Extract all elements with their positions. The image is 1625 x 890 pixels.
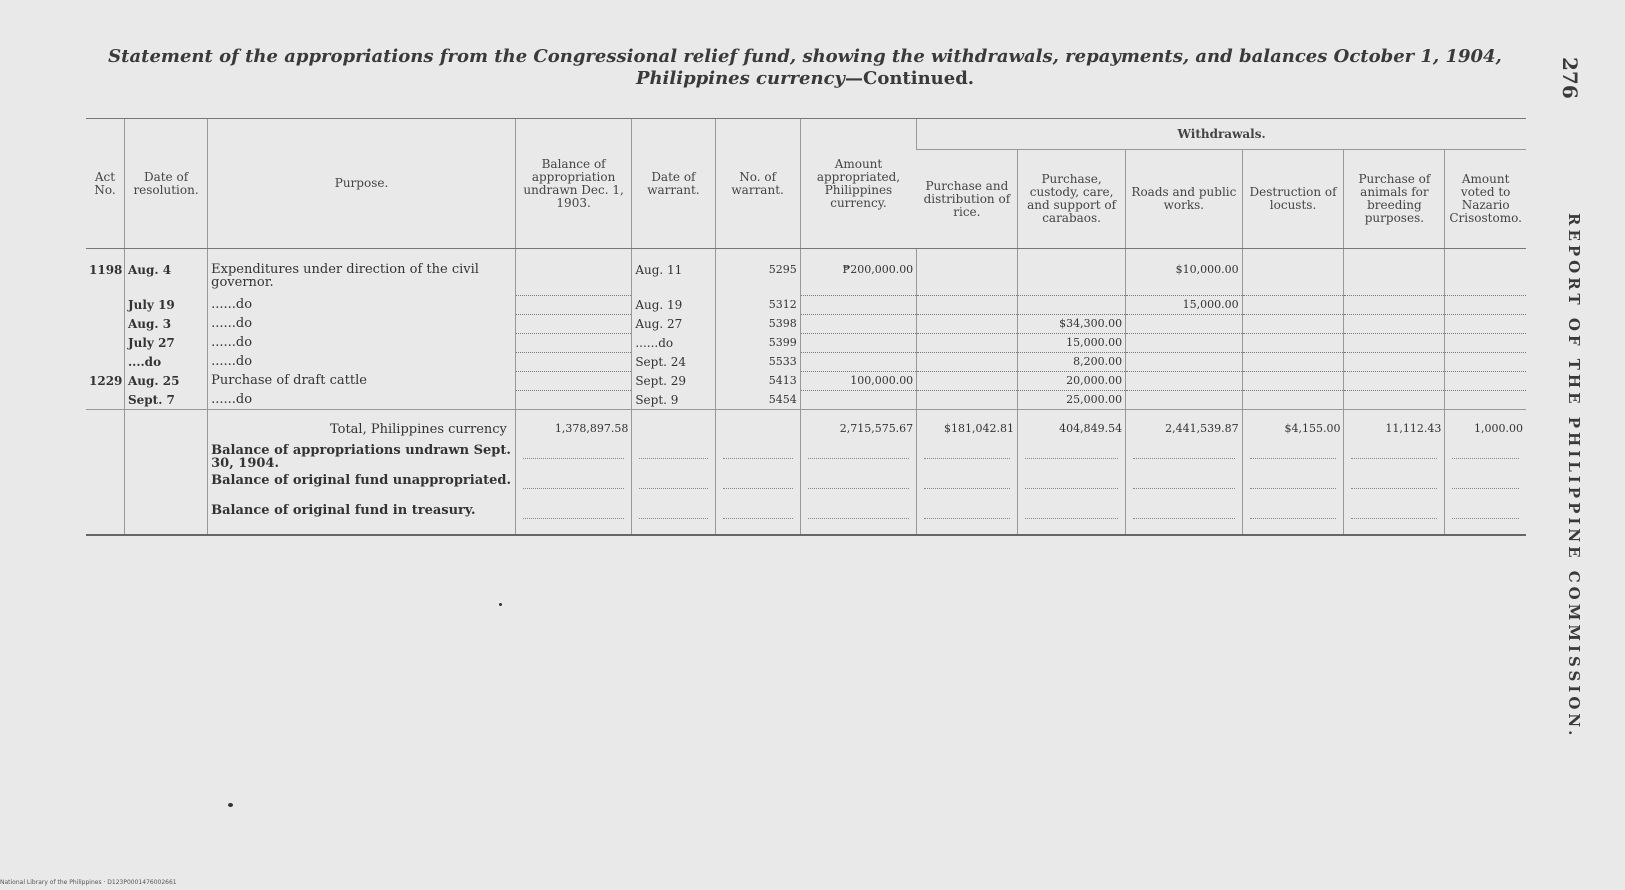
cell-act: 1229 (89, 373, 123, 388)
cell-locusts (1242, 334, 1344, 353)
cell-wno: 5413 (715, 372, 800, 391)
cell-animals (1344, 391, 1445, 410)
cell-locusts (1242, 372, 1344, 391)
cell-animals (1344, 296, 1445, 315)
total-carabaos: 404,849.54 (1018, 410, 1126, 445)
cell-purpose: ......do (208, 296, 516, 315)
cell-animals (1344, 315, 1445, 334)
cell-wdate: Sept. 9 (632, 391, 715, 410)
cell-locusts (1242, 353, 1344, 372)
appropriations-table (86, 118, 1526, 536)
cell-nazario (1445, 372, 1526, 391)
cell-date: ....do (124, 353, 207, 372)
cell-balance (515, 334, 631, 353)
header-amount-appropriated: Amount appropriated, Philippines currency. (800, 119, 916, 249)
cell-nazario (1445, 315, 1526, 334)
cell-nazario (1445, 353, 1526, 372)
cell-purpose: ......do (208, 353, 516, 372)
cell-roads: $10,000.00 (1126, 249, 1242, 296)
cell-rice (917, 249, 1018, 296)
cell-nazario (1445, 391, 1526, 410)
cell-rice (917, 372, 1018, 391)
cell-carabaos: 20,000.00 (1018, 372, 1126, 391)
cell-wno: 5398 (715, 315, 800, 334)
cell-wdate: Aug. 19 (632, 296, 715, 315)
cell-balance (515, 249, 631, 296)
cell-animals (1344, 249, 1445, 296)
title-line-2-text: Philippines currency (635, 68, 845, 89)
total-balance: 1,378,897.58 (515, 410, 631, 445)
total-roads: 2,441,539.87 (1126, 410, 1242, 445)
page-title (70, 46, 1540, 90)
cell-rice (917, 334, 1018, 353)
cell-wno: 5454 (715, 391, 800, 410)
header-roads: Roads and public works. (1126, 150, 1242, 249)
cell-carabaos: 8,200.00 (1018, 353, 1126, 372)
cell-purpose: ......do (208, 334, 516, 353)
header-no-warrant: No. of warrant. (715, 119, 800, 249)
ink-speck (228, 803, 233, 807)
header-date-resolution: Date of resolution. (124, 119, 207, 249)
cell-wno: 5399 (715, 334, 800, 353)
cell-balance (515, 315, 631, 334)
header-nazario: Amount voted to Nazario Crisostomo. (1445, 150, 1526, 249)
table-row (86, 296, 1526, 315)
cell-purpose: ......do (208, 391, 516, 410)
cell-date: Aug. 25 (124, 372, 207, 391)
total-row (86, 410, 1526, 445)
total-locusts: $4,155.00 (1242, 410, 1344, 445)
cell-wdate: Sept. 24 (632, 353, 715, 372)
cell-date: July 27 (124, 334, 207, 353)
cell-carabaos (1018, 296, 1126, 315)
cell-rice (917, 391, 1018, 410)
header-act-no: Act No. (86, 119, 124, 249)
cell-act (86, 353, 124, 372)
cell-wno: 5312 (715, 296, 800, 315)
cell-purpose: Purchase of draft cattle (208, 372, 516, 391)
cell-roads (1126, 315, 1242, 334)
cell-amount (800, 315, 916, 334)
total-label: Total, Philippines currency (208, 410, 516, 445)
cell-act (86, 391, 124, 410)
cell-roads: 15,000.00 (1126, 296, 1242, 315)
cell-wdate: Aug. 27 (632, 315, 715, 334)
ink-speck (499, 603, 502, 606)
cell-locusts (1242, 391, 1344, 410)
header-animals: Purchase of animals for breeding purposes. (1344, 150, 1445, 249)
cell-amount (800, 353, 916, 372)
title-line-1: Statement of the appropriations from the Congressional relief fund, showing the withdrawals, repayments, and balances October 1, 1904, (108, 46, 1502, 67)
cell-carabaos: 15,000.00 (1018, 334, 1126, 353)
total-amount: 2,715,575.67 (800, 410, 916, 445)
balance-label: Balance of original fund unappropriated. (208, 474, 516, 504)
balance-label: Balance of original fund in treasury. (208, 504, 516, 535)
running-head: REPORT OF THE PHILIPPINE COMMISSION. (1565, 212, 1583, 740)
cell-nazario (1445, 249, 1526, 296)
total-nazario: 1,000.00 (1445, 410, 1526, 445)
cell-wdate: ......do (632, 334, 715, 353)
cell-locusts (1242, 315, 1344, 334)
cell-act: 1198 (89, 263, 123, 277)
cell-balance (515, 296, 631, 315)
cell-roads (1126, 334, 1242, 353)
cell-locusts (1242, 296, 1344, 315)
cell-amount: ₱200,000.00 (800, 249, 916, 296)
cell-carabaos: $34,300.00 (1018, 315, 1126, 334)
table-row (86, 353, 1526, 372)
cell-amount (800, 391, 916, 410)
cell-wdate: Aug. 11 (632, 249, 715, 296)
header-balance: Balance of appropriation undrawn Dec. 1, 1903. (515, 119, 631, 249)
total-animals: 11,112.43 (1344, 410, 1445, 445)
cell-roads (1126, 391, 1242, 410)
cell-amount (800, 334, 916, 353)
table-row (86, 315, 1526, 334)
cell-purpose: Expenditures under direction of the civil governor. (208, 249, 516, 296)
scan-footer: National Library of the Philippines · D123P0001476002661 (0, 879, 177, 886)
title-line-2 (70, 68, 1540, 90)
cell-balance (515, 353, 631, 372)
cell-date: Aug. 4 (124, 249, 207, 296)
header-rice: Purchase and distribution of rice. (917, 150, 1018, 249)
cell-roads (1126, 372, 1242, 391)
cell-date: Aug. 3 (124, 315, 207, 334)
table-row (86, 249, 1526, 296)
cell-animals (1344, 334, 1445, 353)
cell-act (86, 296, 124, 315)
balance-row (86, 474, 1526, 504)
cell-balance (515, 391, 631, 410)
cell-nazario (1445, 334, 1526, 353)
cell-balance (515, 372, 631, 391)
table-body (86, 249, 1526, 536)
page-number: 276 (1558, 57, 1582, 99)
balance-row (86, 444, 1526, 474)
cell-rice (917, 353, 1018, 372)
cell-carabaos: 25,000.00 (1018, 391, 1126, 410)
cell-date: Sept. 7 (124, 391, 207, 410)
cell-nazario (1445, 296, 1526, 315)
cell-animals (1344, 372, 1445, 391)
header-date-warrant: Date of warrant. (632, 119, 715, 249)
header-withdrawals: Withdrawals. (917, 119, 1526, 150)
cell-carabaos (1018, 249, 1126, 296)
cell-locusts (1242, 249, 1344, 296)
title-continued: —Continued. (845, 68, 975, 89)
table-row (86, 372, 1526, 391)
total-rice: $181,042.81 (917, 410, 1018, 445)
table-row (86, 391, 1526, 410)
cell-rice (917, 315, 1018, 334)
cell-amount: 100,000.00 (800, 372, 916, 391)
header-locusts: Destruction of locusts. (1242, 150, 1344, 249)
header-purpose: Purpose. (208, 119, 516, 249)
cell-purpose: ......do (208, 315, 516, 334)
cell-wno: 5533 (715, 353, 800, 372)
cell-act (86, 334, 124, 353)
cell-act (86, 315, 124, 334)
balance-label: Balance of appropriations undrawn Sept. 30, 1904. (208, 444, 516, 474)
cell-roads (1126, 353, 1242, 372)
cell-animals (1344, 353, 1445, 372)
cell-wdate: Sept. 29 (632, 372, 715, 391)
header-carabaos: Purchase, custody, care, and support of carabaos. (1018, 150, 1126, 249)
cell-rice (917, 296, 1018, 315)
table-row (86, 334, 1526, 353)
cell-amount (800, 296, 916, 315)
cell-date: July 19 (124, 296, 207, 315)
cell-wno: 5295 (715, 249, 800, 296)
balance-row (86, 504, 1526, 535)
